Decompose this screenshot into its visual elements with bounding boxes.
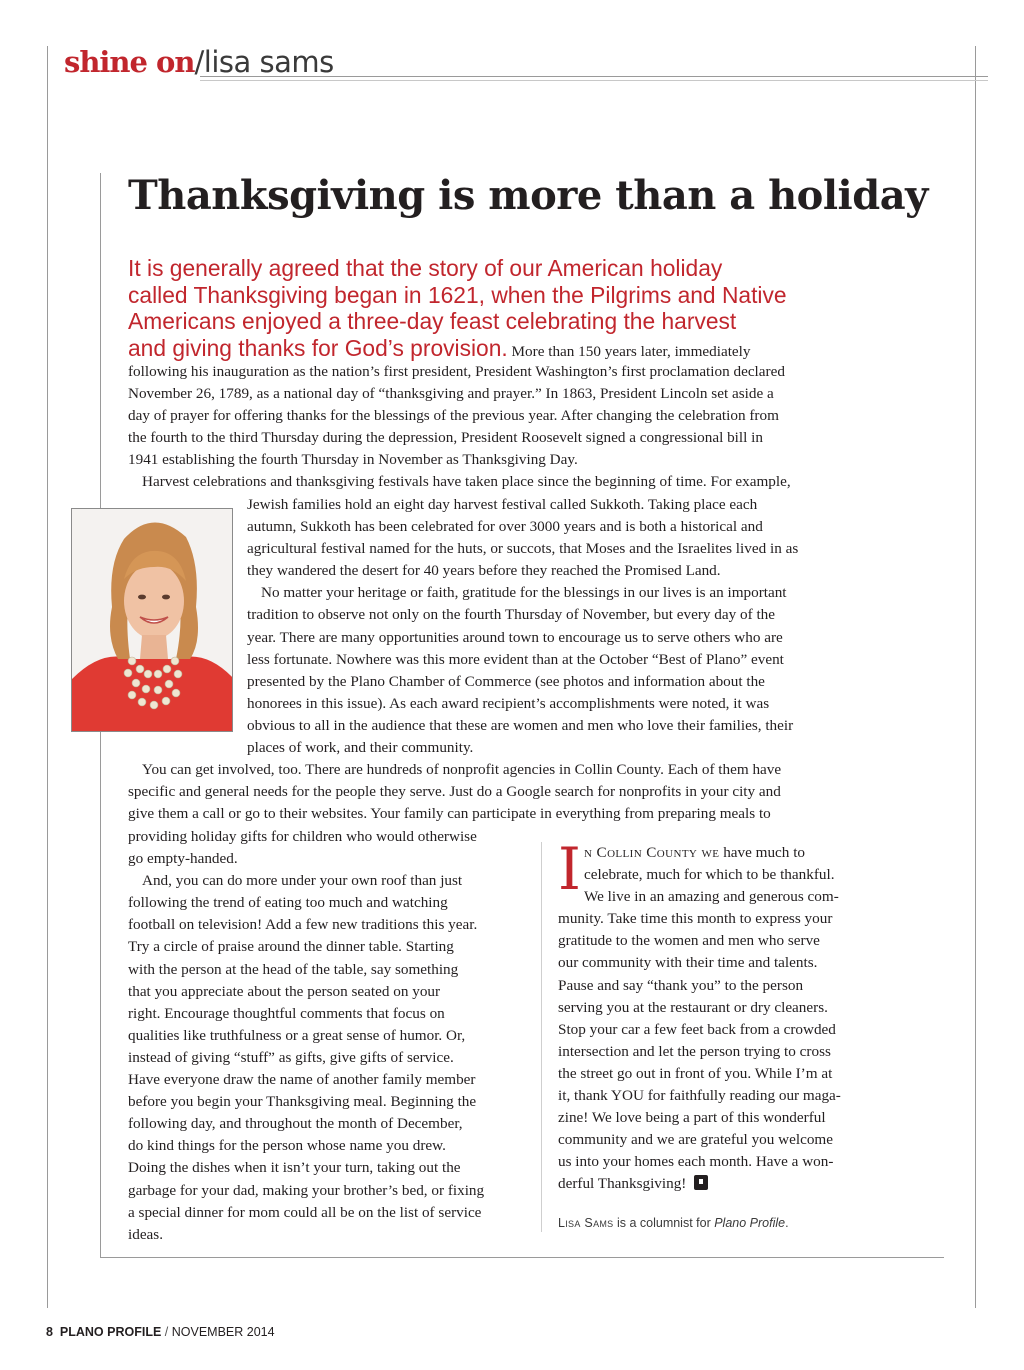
sidebar-line: Stop your car a few feet back from a crowded <box>558 1020 836 1038</box>
body-line: with the person at the head of the table, say something <box>128 960 459 978</box>
credit-text: is a columnist for <box>613 1216 715 1230</box>
body-line: providing holiday gifts for children who would otherwise <box>128 828 477 845</box>
article-title: Thanksgiving is more than a holiday <box>128 172 928 219</box>
article-body-left-column <box>128 826 528 1246</box>
author-portrait-image <box>72 509 233 732</box>
body-line: a special dinner for mom could all be on the list of service <box>128 1203 482 1221</box>
body-line: You can get involved, too. There are hundreds of nonprofit agencies in Collin County. Each of them have <box>142 761 782 778</box>
body-line: November 26, 1789, as a national day of “thanksgiving and prayer.” In 1863, President Lincoln set aside a <box>128 385 774 403</box>
body-line: following his inauguration as the nation’s first president, President Washington’s first proclamation declared <box>128 363 785 380</box>
sidebar-line: us into your homes each month. Have a won- <box>558 1153 834 1171</box>
credit-publication: Plano Profile <box>714 1216 786 1230</box>
body-line: obvious to all in the audience that these are women and men who love their families, their <box>247 716 794 734</box>
footer-separator: / <box>161 1325 172 1339</box>
body-line: places of work, and their community. <box>247 739 474 757</box>
body-line: tradition to observe not only on the fourth Thursday of November, but every day of the <box>247 606 776 624</box>
body-line: Try a circle of praise around the dinner table. Starting <box>128 938 454 956</box>
sidebar-line: it, thank YOU for faithfully reading our maga- <box>558 1087 841 1105</box>
body-line: football on television! Add a few new traditions this year. <box>128 916 478 934</box>
columnist-name: lisa sams <box>203 45 334 79</box>
sidebar-last-line: derful Thanksgiving! <box>558 1175 687 1193</box>
body-line: they wandered the desert for 40 years before they reached the Promised Land. <box>247 562 721 580</box>
sidebar-line: community and we are grateful you welcome <box>558 1131 833 1149</box>
page-number: 8 <box>46 1325 53 1339</box>
lead-line-mixed <box>128 335 888 362</box>
body-line: Harvest celebrations and thanksgiving festivals have taken place since the beginning of time. For example, <box>142 473 791 491</box>
sidebar-line: We live in an amazing and generous com- <box>584 888 839 906</box>
sidebar-line: zine! We love being a part of this wonderful <box>558 1109 826 1127</box>
lead-line: Americans enjoyed a three-day feast celebrating the harvest <box>128 308 737 334</box>
sidebar-line: gratitude to the women and men who serve <box>558 932 820 950</box>
header-slash: / <box>194 45 204 79</box>
body-line: do kind things for the person whose name you drew. <box>128 1137 446 1155</box>
body-line: ideas. <box>128 1225 164 1243</box>
sidebar-column <box>558 835 888 1196</box>
body-line: give them a call or go to their websites. Your family can participate in everything from preparing meals to <box>128 805 771 823</box>
sidebar-line: celebrate, much for which to be thankful. <box>584 866 835 884</box>
sidebar-line <box>558 842 888 864</box>
header-rule-2 <box>200 80 988 81</box>
magazine-name: PLANO PROFILE <box>59 1325 162 1339</box>
lead-line: and giving thanks for God’s provision. <box>128 334 508 361</box>
body-line: honorees in this issue). As each award recipient’s accomplishments were noted, it was <box>247 694 770 712</box>
sidebar-first-rest: have much to <box>719 844 806 861</box>
body-line: Jewish families hold an eight day harvest festival called Sukkoth. Taking place each <box>247 496 758 513</box>
body-line: garbage for your dad, making your brother’s bed, or fixing <box>128 1181 485 1199</box>
sidebar-line: Pause and say “thank you” to the person <box>558 976 804 994</box>
body-line: presented by the Plano Chamber of Commerce (see photos and information about the <box>247 672 765 690</box>
body-line: before you begin your Thanksgiving meal. Beginning the <box>128 1093 477 1111</box>
body-line: following day, and throughout the month of December, <box>128 1115 463 1133</box>
sidebar-line: the street go out in front of you. While I’m at <box>558 1064 833 1082</box>
body-line: following the trend of eating too much and watching <box>128 894 448 912</box>
sidebar-line: munity. Take time this month to express your <box>558 910 833 928</box>
body-line: specific and general needs for the people they serve. Just do a Google search for nonprofits in your city and <box>128 783 781 801</box>
sidebar-line: intersection and let the person trying to cross <box>558 1042 831 1060</box>
lead-line: It is generally agreed that the story of our American holiday <box>128 255 723 281</box>
sidebar-line: serving you at the restaurant or dry cleaners. <box>558 998 828 1016</box>
credit-author: Lisa Sams <box>558 1216 614 1230</box>
sidebar-dropcap: I <box>558 835 581 903</box>
sidebar-divider <box>541 842 542 1232</box>
right-margin-rule <box>975 46 976 1308</box>
body-line: autumn, Sukkoth has been celebrated for over 3000 years and is both a historical and <box>247 518 763 536</box>
body-line: instead of giving “stuff” as gifts, give gifts of service. <box>128 1048 454 1066</box>
body-line: agricultural festival named for the huts, or succots, that Moses and the Israelites lived in as <box>247 540 799 558</box>
body-line: More than 150 years later, immediately <box>507 342 751 360</box>
section-name: shine on <box>64 45 195 79</box>
body-line: No matter your heritage or faith, gratitude for the blessings in our lives is an important <box>261 584 787 602</box>
body-line: qualities like truthfulness or a great sense of humor. Or, <box>128 1026 466 1044</box>
issue-date: NOVEMBER 2014 <box>171 1325 275 1339</box>
body-line: go empty-handed. <box>128 850 238 868</box>
article-body-mid <box>128 759 888 825</box>
body-line: Have everyone draw the name of another family member <box>128 1071 476 1089</box>
body-line: less fortunate. Nowhere was this more evident than at the October “Best of Plano” event <box>247 650 784 668</box>
body-line: that you appreciate about the person seated on your <box>128 982 441 1000</box>
body-line: right. Encourage thoughtful comments that focus on <box>128 1004 445 1022</box>
section-header <box>64 44 334 80</box>
body-line: the fourth to the third Thursday during the depression, President Roosevelt signed a congressional bill in <box>128 429 763 447</box>
body-line: And, you can do more under your own roof than just <box>142 872 463 890</box>
page-footer <box>46 1325 275 1339</box>
author-photo <box>71 508 233 732</box>
left-margin-rule <box>47 46 48 1308</box>
plano-profile-p-icon <box>694 1175 708 1190</box>
article-body-wrap <box>247 494 887 759</box>
article-intro <box>128 255 888 361</box>
sidebar-line: our community with their time and talents. <box>558 954 818 972</box>
sidebar-lead-smallcaps: n Collin County we <box>584 844 720 861</box>
article-bottom-rule <box>100 1257 944 1258</box>
body-line: day of prayer for offering thanks for the blessings of the previous year. After changing the celebration from <box>128 407 779 425</box>
author-credit <box>558 1216 789 1230</box>
body-line: year. There are many opportunities around town to encourage us to serve others who are <box>247 628 783 646</box>
body-line: Doing the dishes when it isn’t your turn, taking out the <box>128 1159 461 1177</box>
lead-line: called Thanksgiving began in 1621, when the Pilgrims and Native <box>128 281 787 308</box>
credit-end: . <box>785 1216 789 1230</box>
article-body-top <box>128 361 888 494</box>
body-line: 1941 establishing the fourth Thursday in November as Thanksgiving Day. <box>128 451 578 469</box>
sidebar-line <box>558 1173 888 1195</box>
